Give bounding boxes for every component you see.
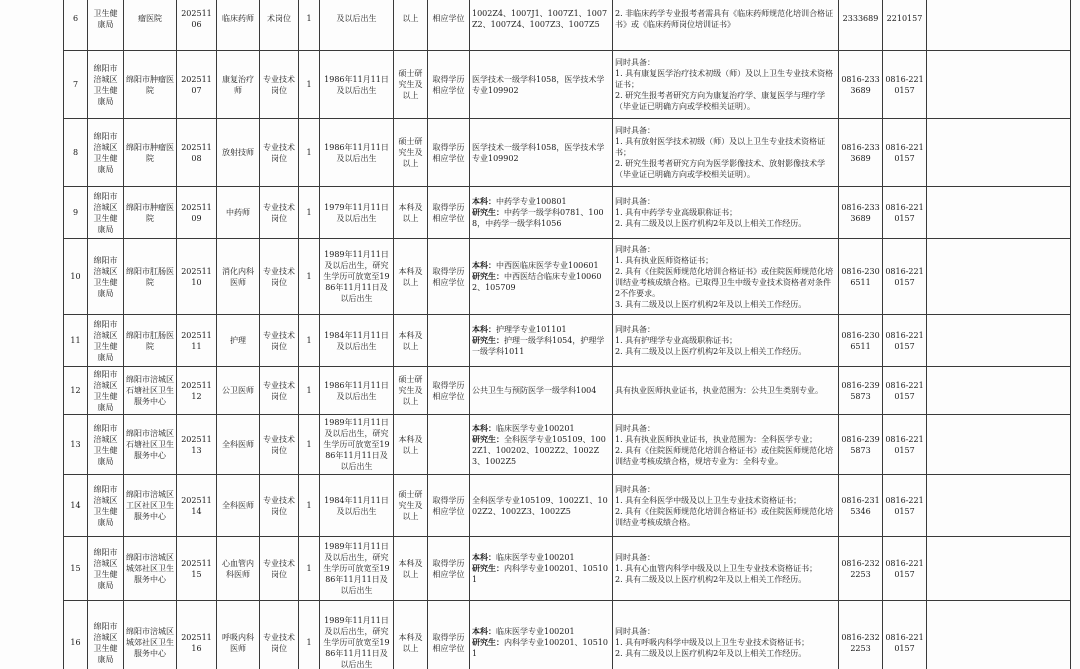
degree-cell: 取得学历相应学位 <box>428 239 470 315</box>
major-line <box>472 563 610 585</box>
major-line <box>472 626 610 637</box>
department-cell: 绵阳市涪城区卫生健康局 <box>88 367 124 415</box>
major-text: 内科学专业100201、105101 <box>472 638 608 658</box>
table-row <box>64 415 1071 475</box>
remarks-cell <box>927 119 1071 187</box>
condition-line: 同时具备： <box>615 58 655 67</box>
row-number: 8 <box>64 119 88 187</box>
table-row <box>64 315 1071 367</box>
major-text: 1002Z4、1007J1、1007Z1、1007Z2、1007Z4、1007Z3、1007Z5 <box>472 8 608 29</box>
remarks-cell <box>927 367 1071 415</box>
age-requirement-cell <box>320 537 394 601</box>
major-line <box>472 385 610 396</box>
major-line <box>472 335 610 357</box>
major-cell <box>470 537 613 601</box>
row-number: 7 <box>64 51 88 119</box>
department-cell: 绵阳市涪城区卫生健康局 <box>88 187 124 239</box>
condition-line: 2. 具有二级及以上医疗机构2年及以上相关工作经历。 <box>615 219 807 228</box>
post-code-cell: 20251111 <box>177 315 217 367</box>
condition-line: 2. 具有《住院医师规范化培训合格证书》或住院医师规范化培训结业考核成绩合格。 <box>615 506 834 527</box>
unit-cell: 绵阳市肿瘤医院 <box>124 51 177 119</box>
contact-phone-cell: 0816-2322253 <box>839 537 883 601</box>
supervisor-phone-cell: 0816-2210157 <box>883 51 927 119</box>
major-cell <box>470 0 613 51</box>
major-cell <box>470 315 613 367</box>
major-text: 护理一级学科1054，护理学一级学科1011 <box>472 336 605 356</box>
table-row <box>64 0 1071 51</box>
department-cell: 绵阳市涪城区卫生健康局 <box>88 537 124 601</box>
condition-line: 具有执业医师执业证书，执业范围为：公共卫生类别专业。 <box>615 386 823 395</box>
major-line <box>472 637 610 659</box>
row-number: 14 <box>64 475 88 537</box>
contact-phone-cell: 0816-2395873 <box>839 367 883 415</box>
table-row <box>64 239 1071 315</box>
unit-cell: 绵阳市肿瘤医院 <box>124 119 177 187</box>
conditions-cell <box>613 187 839 239</box>
education-cell: 以上 <box>394 0 428 51</box>
conditions-cell <box>613 51 839 119</box>
post-type-cell: 专业技术岗位 <box>260 367 299 415</box>
degree-cell <box>428 415 470 475</box>
remarks-cell <box>927 475 1071 537</box>
table-row <box>64 367 1071 415</box>
post-name-cell: 消化内科医师 <box>217 239 260 315</box>
degree-cell: 取得学历相应学位 <box>428 119 470 187</box>
post-type-cell: 专业技术岗位 <box>260 475 299 537</box>
conditions-cell <box>613 239 839 315</box>
condition-line: 同时具备： <box>615 325 655 334</box>
headcount-cell: 1 <box>299 119 320 187</box>
degree-cell: 取得学历相应学位 <box>428 537 470 601</box>
age-line: 1989年11月11日及以后出生，研究生学历可放宽至1986年11月11日及以后出生 <box>323 542 390 595</box>
condition-line: 1. 具有放射医学技术初级（师）及以上卫生专业技术资格证书； <box>615 137 826 157</box>
post-code-cell: 20251113 <box>177 415 217 475</box>
conditions-cell <box>613 367 839 415</box>
post-type-cell: 专业技术岗位 <box>260 119 299 187</box>
condition-line: 2. 具有《住院医师规范化培训合格证书》或住院医师规范化培训结业考核成绩合格，规培专业为：全科专业。 <box>615 445 834 466</box>
post-type-cell: 专业技术岗位 <box>260 239 299 315</box>
major-line <box>472 423 610 434</box>
unit-cell: 瘤医院 <box>124 0 177 51</box>
condition-line: 1. 具有呼吸内科学中级及以上卫生专业技术资格证书； <box>615 638 810 647</box>
education-cell: 硕士研究生及以上 <box>394 119 428 187</box>
unit-cell: 绵阳市肛肠医院 <box>124 239 177 315</box>
supervisor-phone-cell: 0816-2210157 <box>883 239 927 315</box>
condition-line: 1. 具有执业医师执业证书，执业范围为：全科医学专业； <box>615 434 818 444</box>
remarks-cell <box>927 0 1071 51</box>
contact-phone-cell: 0816-2322253 <box>839 601 883 669</box>
major-text: 临床医学专业100201 <box>496 627 575 636</box>
education-cell: 硕士研究生及以上 <box>394 367 428 415</box>
major-line <box>472 434 610 467</box>
row-number: 6 <box>64 0 88 51</box>
major-label: 本科： <box>472 422 496 433</box>
department-cell: 绵阳市涪城区卫生健康局 <box>88 601 124 669</box>
major-line <box>472 8 610 30</box>
condition-line: 1. 具有护理学专业高级职称证书； <box>615 336 738 345</box>
contact-phone-cell: 2333689 <box>839 0 883 51</box>
supervisor-phone-cell: 2210157 <box>883 0 927 51</box>
post-code-cell: 20251116 <box>177 601 217 669</box>
major-label: 本科： <box>472 260 496 270</box>
unit-cell: 绵阳市涪城区工区社区卫生服务中心 <box>124 475 177 537</box>
condition-line: 3. 具有二级及以上医疗机构2年及以上相关工作经历。 <box>615 299 807 309</box>
department-cell: 绵阳市涪城区卫生健康局 <box>88 119 124 187</box>
table-row <box>64 51 1071 119</box>
post-name-cell: 全科医师 <box>217 475 260 537</box>
age-line: 1979年11月11日及以后出生 <box>324 202 389 223</box>
post-name-cell: 呼吸内科医师 <box>217 601 260 669</box>
unit-cell: 绵阳市涪城区石塘社区卫生服务中心 <box>124 367 177 415</box>
degree-cell: 相应学位 <box>428 0 470 51</box>
post-code-cell: 20251107 <box>177 51 217 119</box>
major-cell <box>470 475 613 537</box>
education-cell: 硕士研究生及以上 <box>394 51 428 119</box>
contact-phone-cell: 0816-2333689 <box>839 51 883 119</box>
major-line <box>472 207 610 229</box>
post-name-cell: 全科医师 <box>217 415 260 475</box>
condition-line: 同时具备： <box>615 423 655 433</box>
supervisor-phone-cell: 0816-2210157 <box>883 475 927 537</box>
remarks-cell <box>927 601 1071 669</box>
age-requirement-cell <box>320 415 394 475</box>
degree-cell <box>428 315 470 367</box>
unit-cell: 绵阳市涪城区城郊社区卫生服务中心 <box>124 601 177 669</box>
degree-cell: 取得学历相应学位 <box>428 601 470 669</box>
education-cell: 本科及以上 <box>394 537 428 601</box>
headcount-cell: 1 <box>299 315 320 367</box>
unit-cell: 绵阳市肛肠医院 <box>124 315 177 367</box>
row-number: 15 <box>64 537 88 601</box>
table-row <box>64 119 1071 187</box>
remarks-cell <box>927 187 1071 239</box>
major-line <box>472 142 610 164</box>
remarks-cell <box>927 537 1071 601</box>
major-text: 临床医学专业100201 <box>496 553 575 562</box>
major-line <box>472 552 610 563</box>
condition-line: 同时具备： <box>615 627 655 636</box>
contact-phone-cell: 0816-2306511 <box>839 315 883 367</box>
education-cell: 本科及以上 <box>394 315 428 367</box>
age-requirement-cell <box>320 601 394 669</box>
major-cell <box>470 51 613 119</box>
condition-line: 2. 研究生报考者研究方向为医学影像技术、放射影像技术学（毕业证已明确方向或学校相关证明）。 <box>615 159 826 179</box>
major-text: 中西医结合临床专业100602、105709 <box>472 272 602 292</box>
condition-line: 同时具备： <box>615 244 655 254</box>
age-requirement-cell <box>320 0 394 51</box>
age-requirement-cell <box>320 315 394 367</box>
age-requirement-cell <box>320 51 394 119</box>
major-text: 内科学专业100201、105101 <box>472 564 608 584</box>
age-requirement-cell <box>320 187 394 239</box>
condition-line: 2. 非临床药学专业报考者需具有《临床药师规范化培训合格证书》或《临床药师岗位培训证书》 <box>615 8 834 29</box>
post-code-cell: 20251106 <box>177 0 217 51</box>
department-cell: 绵阳市涪城区卫生健康局 <box>88 315 124 367</box>
major-text: 护理学专业101101 <box>496 325 567 334</box>
major-label: 研究生： <box>472 335 504 345</box>
row-number: 13 <box>64 415 88 475</box>
contact-phone-cell: 0816-2333689 <box>839 119 883 187</box>
department-cell: 绵阳市涪城区卫生健康局 <box>88 51 124 119</box>
major-text: 中药学专业100801 <box>496 197 567 206</box>
headcount-cell: 1 <box>299 475 320 537</box>
major-text: 临床医学专业100201 <box>496 423 575 433</box>
degree-cell: 取得学历相应学位 <box>428 475 470 537</box>
education-cell: 硕士研究生及以上 <box>394 475 428 537</box>
unit-cell: 绵阳市涪城区石塘社区卫生服务中心 <box>124 415 177 475</box>
recruitment-table <box>63 0 1071 669</box>
degree-cell: 取得学历相应学位 <box>428 187 470 239</box>
age-line: 1984年11月11日及以后出生 <box>324 330 389 351</box>
condition-line: 同时具备： <box>615 484 655 494</box>
contact-phone-cell: 0816-2333689 <box>839 187 883 239</box>
conditions-cell <box>613 119 839 187</box>
post-name-cell: 康复治疗师 <box>217 51 260 119</box>
major-cell <box>470 415 613 475</box>
major-label: 研究生： <box>472 207 504 217</box>
degree-cell: 取得学历相应学位 <box>428 51 470 119</box>
headcount-cell: 1 <box>299 367 320 415</box>
contact-phone-cell: 0816-2395873 <box>839 415 883 475</box>
headcount-cell: 1 <box>299 601 320 669</box>
post-code-cell: 20251115 <box>177 537 217 601</box>
post-code-cell: 20251114 <box>177 475 217 537</box>
major-text: 全科医学专业105109、1002Z1、100202、1002Z2、1002Z3、1002Z5 <box>472 434 606 466</box>
post-code-cell: 20251109 <box>177 187 217 239</box>
condition-line: 1. 具有全科医学中级及以上卫生专业技术资格证书； <box>615 495 802 505</box>
age-line: 1986年11月11日及以后出生 <box>324 74 389 95</box>
major-line <box>472 196 610 207</box>
remarks-cell <box>927 415 1071 475</box>
degree-cell: 取得学历相应学位 <box>428 367 470 415</box>
headcount-cell: 1 <box>299 51 320 119</box>
row-number: 12 <box>64 367 88 415</box>
row-number: 10 <box>64 239 88 315</box>
major-text: 医学技术一级学科1058，医学技术学专业109902 <box>472 142 605 163</box>
condition-line: 2. 具有二级及以上医疗机构2年及以上相关工作经历。 <box>615 575 807 584</box>
major-text: 公共卫生与预防医学一级学科1004 <box>472 386 597 395</box>
supervisor-phone-cell: 0816-2210157 <box>883 367 927 415</box>
supervisor-phone-cell: 0816-2210157 <box>883 119 927 187</box>
post-type-cell: 专业技术岗位 <box>260 601 299 669</box>
department-cell: 卫生健康局 <box>88 0 124 51</box>
post-name-cell: 临床药师 <box>217 0 260 51</box>
headcount-cell: 1 <box>299 187 320 239</box>
major-text: 中西医临床医学专业100601 <box>496 261 599 270</box>
post-name-cell: 放射技师 <box>217 119 260 187</box>
table-row <box>64 475 1071 537</box>
post-code-cell: 20251110 <box>177 239 217 315</box>
unit-cell: 绵阳市肿瘤医院 <box>124 187 177 239</box>
unit-cell: 绵阳市涪城区城郊社区卫生服务中心 <box>124 537 177 601</box>
post-type-cell: 术岗位 <box>260 0 299 51</box>
conditions-cell <box>613 315 839 367</box>
major-label: 研究生： <box>472 433 504 444</box>
row-number: 11 <box>64 315 88 367</box>
condition-line: 1. 具有执业医师资格证书； <box>615 255 714 265</box>
age-line: 1986年11月11日及以后出生 <box>324 142 389 163</box>
row-number: 9 <box>64 187 88 239</box>
conditions-cell <box>613 537 839 601</box>
department-cell: 绵阳市涪城区卫生健康局 <box>88 239 124 315</box>
major-line <box>472 74 610 96</box>
age-line: 1984年11月11日及以后出生 <box>324 495 389 516</box>
headcount-cell: 1 <box>299 537 320 601</box>
education-cell: 本科及以上 <box>394 415 428 475</box>
table-row <box>64 187 1071 239</box>
condition-line: 2. 研究生报考者研究方向为康复治疗学、康复医学与理疗学（毕业证已明确方向或学校相关证明）。 <box>615 91 826 111</box>
education-cell: 本科及以上 <box>394 239 428 315</box>
post-code-cell: 20251112 <box>177 367 217 415</box>
major-line <box>472 260 610 271</box>
table-row <box>64 537 1071 601</box>
row-number: 16 <box>64 601 88 669</box>
table-body <box>64 0 1071 669</box>
condition-line: 2. 具有二级及以上医疗机构2年及以上相关工作经历。 <box>615 649 807 658</box>
remarks-cell <box>927 239 1071 315</box>
major-line <box>472 324 610 335</box>
conditions-cell <box>613 415 839 475</box>
age-requirement-cell <box>320 475 394 537</box>
condition-line: 1. 具有心血管内科学中级及以上卫生专业技术资格证书； <box>615 564 818 573</box>
major-label: 本科： <box>472 626 496 636</box>
headcount-cell: 1 <box>299 0 320 51</box>
condition-line: 2. 具有二级及以上医疗机构2年及以上相关工作经历。 <box>615 347 807 356</box>
post-name-cell: 中药师 <box>217 187 260 239</box>
major-cell <box>470 601 613 669</box>
major-cell <box>470 367 613 415</box>
supervisor-phone-cell: 0816-2210157 <box>883 315 927 367</box>
major-label: 本科： <box>472 324 496 334</box>
education-cell: 本科及以上 <box>394 187 428 239</box>
post-type-cell: 专业技术岗位 <box>260 315 299 367</box>
condition-line: 1. 具有康复医学治疗技术初级（师）及以上卫生专业技术资格证书； <box>615 69 834 89</box>
major-line <box>472 271 610 293</box>
table-row <box>64 601 1071 669</box>
major-label: 研究生： <box>472 271 504 281</box>
supervisor-phone-cell: 0816-2210157 <box>883 415 927 475</box>
post-name-cell: 护理 <box>217 315 260 367</box>
headcount-cell: 1 <box>299 239 320 315</box>
contact-phone-cell: 0816-2315346 <box>839 475 883 537</box>
condition-line: 同时具备： <box>615 126 655 135</box>
condition-line: 1. 具有中药学专业高级职称证书； <box>615 208 738 217</box>
age-line: 1989年11月11日及以后出生，研究生学历可放宽至1986年11月11日及以后出生 <box>323 250 390 303</box>
education-cell: 本科及以上 <box>394 601 428 669</box>
supervisor-phone-cell: 0816-2210157 <box>883 601 927 669</box>
headcount-cell: 1 <box>299 415 320 475</box>
department-cell: 绵阳市涪城区卫生健康局 <box>88 415 124 475</box>
major-text: 中药学一级学科0781、1008，中药学一级学科1056 <box>472 208 604 228</box>
age-requirement-cell <box>320 367 394 415</box>
post-type-cell: 专业技术岗位 <box>260 415 299 475</box>
major-cell <box>470 239 613 315</box>
major-label: 本科： <box>472 552 496 562</box>
contact-phone-cell: 0816-2306511 <box>839 239 883 315</box>
major-text: 全科医学专业105109、1002Z1、1002Z2、1002Z3、1002Z5 <box>472 495 608 516</box>
conditions-cell <box>613 475 839 537</box>
condition-line: 同时具备： <box>615 197 655 206</box>
post-name-cell: 心血管内科医师 <box>217 537 260 601</box>
age-line: 及以后出生 <box>336 14 377 23</box>
condition-line: 2. 具有《住院医师规范化培训合格证书》或住院医师规范化培训结业考核成绩合格。已取得卫生中级专业技术资格者对条件2不作要求。 <box>615 266 834 298</box>
condition-line: 同时具备： <box>615 553 655 562</box>
age-requirement-cell <box>320 119 394 187</box>
age-line: 1986年11月11日及以后出生 <box>324 380 389 401</box>
post-type-cell: 专业技术岗位 <box>260 537 299 601</box>
conditions-cell <box>613 0 839 51</box>
supervisor-phone-cell: 0816-2210157 <box>883 537 927 601</box>
major-label: 本科： <box>472 196 496 206</box>
remarks-cell <box>927 51 1071 119</box>
conditions-cell <box>613 601 839 669</box>
major-label: 研究生： <box>472 563 504 573</box>
major-line <box>472 495 610 517</box>
post-name-cell: 公卫医师 <box>217 367 260 415</box>
age-line: 1989年11月11日及以后出生，研究生学历可放宽至1986年11月11日及以后出生 <box>323 616 390 669</box>
age-requirement-cell <box>320 239 394 315</box>
major-text: 医学技术一级学科1058，医学技术学专业109902 <box>472 74 605 95</box>
remarks-cell <box>927 315 1071 367</box>
post-code-cell: 20251108 <box>177 119 217 187</box>
post-type-cell: 专业技术岗位 <box>260 187 299 239</box>
major-cell <box>470 187 613 239</box>
age-line: 1989年11月11日及以后出生，研究生学历可放宽至1986年11月11日及以后出生 <box>323 418 390 471</box>
supervisor-phone-cell: 0816-2210157 <box>883 187 927 239</box>
major-label: 研究生： <box>472 637 504 647</box>
department-cell: 绵阳市涪城区卫生健康局 <box>88 475 124 537</box>
post-type-cell: 专业技术岗位 <box>260 51 299 119</box>
major-cell <box>470 119 613 187</box>
